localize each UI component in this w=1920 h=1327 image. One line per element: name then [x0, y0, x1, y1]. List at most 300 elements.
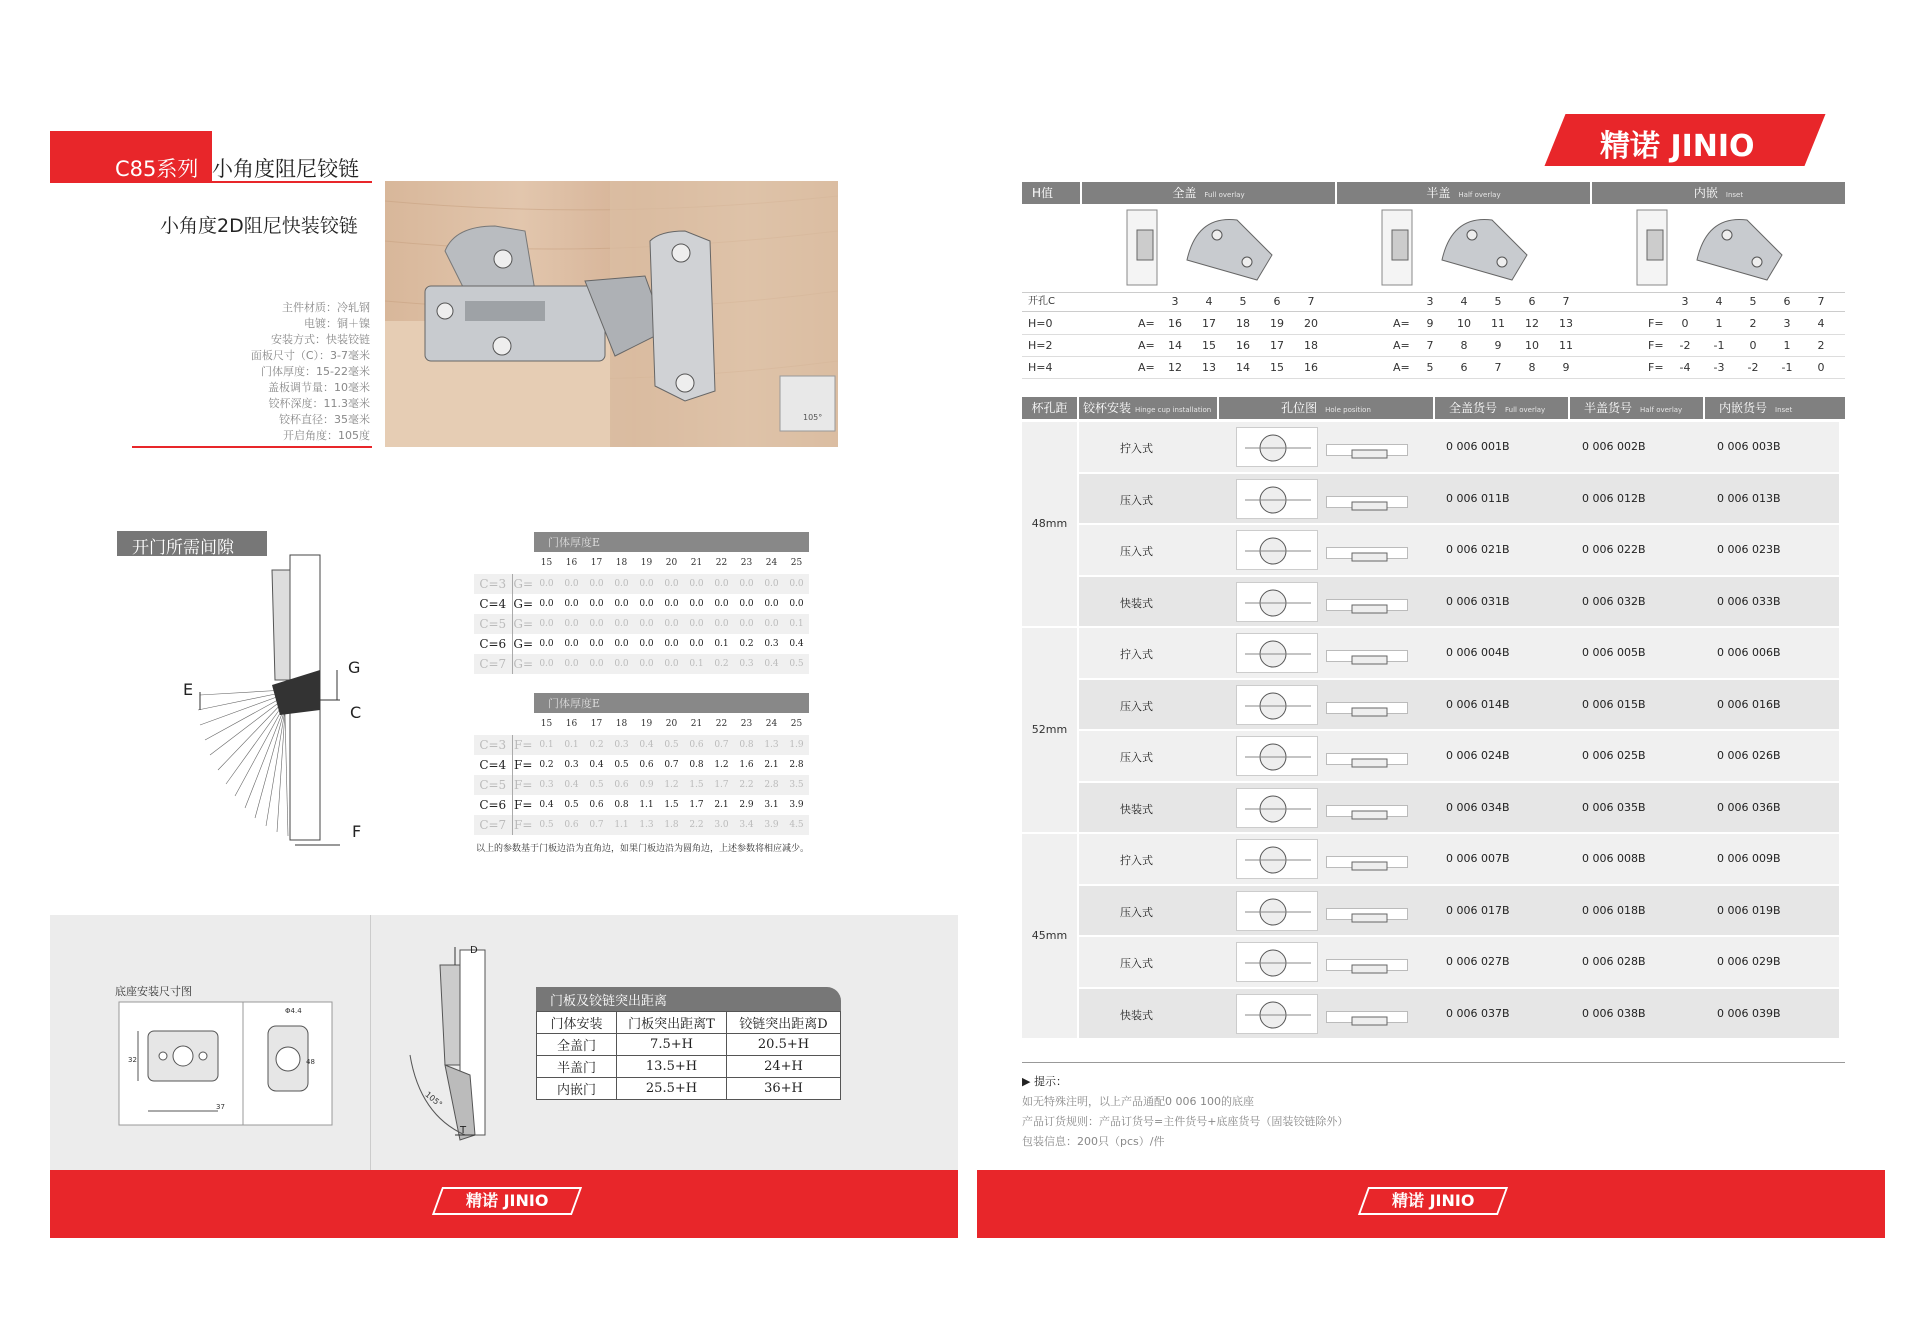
tips-title: ▶ 提示：: [1022, 1075, 1067, 1088]
brand-text: 精诺 JINIO: [1391, 1191, 1475, 1210]
value-cell: 0.0: [634, 634, 659, 654]
protrusion-cell: 24+H: [727, 1056, 841, 1078]
header-cn: 孔位图: [1281, 401, 1318, 415]
value-cell: 0.6: [684, 735, 709, 755]
value-cell: 1.5: [684, 775, 709, 795]
value-cell: 0.0: [559, 594, 584, 614]
value-cell: 0.0: [734, 594, 759, 614]
type-header-inset: [1592, 182, 1845, 204]
value-cell: 0.0: [609, 614, 634, 634]
panel-divider: [370, 915, 371, 1170]
overlay-value: -2: [1679, 339, 1691, 352]
install-type: 拧入式: [1120, 648, 1153, 661]
hole-position-icon: [1236, 633, 1318, 673]
col-header: 21: [684, 552, 709, 574]
value-cell: 0.0: [684, 594, 709, 614]
header-en: Full overlay: [1505, 406, 1546, 414]
depth-icon: [1326, 856, 1408, 868]
overlay-value: 0: [1817, 361, 1825, 374]
value-cell: 0.6: [634, 755, 659, 775]
depth-icon: [1326, 547, 1408, 559]
depth-icon: [1326, 805, 1408, 817]
inset-code: 0 006 023B: [1717, 543, 1781, 556]
base-plate-diagram: [118, 1001, 333, 1126]
overlay-value: 8: [1460, 339, 1468, 352]
c-value: 4: [1205, 295, 1213, 308]
key-label: F=: [1648, 339, 1664, 352]
install-type: 压入式: [1120, 957, 1153, 970]
value-cell: 0.9: [634, 775, 659, 795]
c-value: 4: [1460, 295, 1468, 308]
overlay-value: 17: [1270, 339, 1284, 352]
value-cell: 0.2: [709, 654, 734, 674]
value-cell: 0.3: [559, 755, 584, 775]
value-cell: 2.2: [684, 815, 709, 835]
table-row: [474, 654, 809, 674]
distance-label: 48mm: [1031, 517, 1068, 530]
value-cell: 2.2: [734, 775, 759, 795]
value-cell: 0.0: [584, 574, 609, 594]
value-cell: 0.0: [684, 614, 709, 634]
overlay-value: 17: [1202, 317, 1216, 330]
col-header: 15: [534, 552, 559, 574]
overlay-value: 11: [1559, 339, 1573, 352]
col-header: 15: [534, 713, 559, 735]
key-label: F=: [512, 815, 534, 835]
overlay-value: 12: [1525, 317, 1539, 330]
value-cell: 0.0: [534, 574, 559, 594]
value-cell: 2.8: [784, 755, 809, 775]
value-cell: 0.6: [609, 775, 634, 795]
value-cell: 1.2: [709, 755, 734, 775]
c-value: 6: [1783, 295, 1791, 308]
value-cell: 0.0: [709, 594, 734, 614]
install-type: 压入式: [1120, 751, 1153, 764]
key-label: G=: [512, 574, 534, 594]
key-label: G=: [512, 654, 534, 674]
spec-list: [180, 300, 370, 444]
h-row-label: H=2: [1028, 339, 1053, 352]
inset-code: 0 006 029B: [1717, 955, 1781, 968]
install-type: 拧入式: [1120, 442, 1153, 455]
depth-icon: [1326, 959, 1408, 971]
protrusion-cell: 36+H: [727, 1078, 841, 1100]
hinge-image-area: [1022, 205, 1845, 290]
value-cell: 1.7: [684, 795, 709, 815]
value-cell: 0.2: [534, 755, 559, 775]
protrusion-cell: 13.5+H: [617, 1056, 727, 1078]
key-label: F=: [512, 795, 534, 815]
table-row: [474, 594, 809, 614]
order-header-half: [1570, 397, 1703, 419]
value-cell: 0.0: [609, 574, 634, 594]
type-en: Full overlay: [1204, 191, 1245, 199]
spec-item: 门体厚度：15-22毫米: [261, 365, 370, 378]
value-cell: 0.0: [609, 594, 634, 614]
hole-position-icon: [1236, 530, 1318, 570]
full-overlay-code: 0 006 011B: [1446, 491, 1510, 505]
overlay-value: 13: [1559, 317, 1573, 330]
dim-phi: Φ4.4: [285, 1007, 302, 1015]
value-cell: 0.3: [734, 654, 759, 674]
value-cell: 0.0: [659, 634, 684, 654]
spec-item: 安装方式：快装铰链: [271, 333, 370, 346]
overlay-value: -2: [1747, 361, 1759, 374]
h-row-label: H=4: [1028, 361, 1053, 374]
value-cell: 0.8: [609, 795, 634, 815]
type-header-full: [1082, 182, 1335, 204]
value-cell: 0.0: [559, 634, 584, 654]
value-cell: 0.0: [784, 594, 809, 614]
clearance-title: 开门所需间隙: [132, 538, 234, 558]
key-label: F=: [1648, 317, 1664, 330]
c-value: 6: [1528, 295, 1536, 308]
value-cell: 0.0: [534, 594, 559, 614]
table-note: 以上的参数基于门板边沿为直角边，如果门板边沿为圆角边，上述参数将相应减少。: [476, 844, 810, 854]
overlay-value: 16: [1236, 339, 1250, 352]
value-cell: 0.0: [759, 614, 784, 634]
header-en: Hole position: [1325, 406, 1371, 414]
label-angle: 105°: [423, 1089, 444, 1110]
full-overlay-code: 0 006 014B: [1446, 697, 1510, 711]
spec-rule: [132, 446, 372, 448]
key-label: G=: [512, 634, 534, 654]
install-type: 拧入式: [1120, 854, 1153, 867]
c-label: C=7: [474, 654, 512, 674]
type-cn: 半盖: [1426, 186, 1451, 200]
value-cell: 0.0: [684, 634, 709, 654]
overlay-value: 9: [1494, 339, 1502, 352]
value-cell: 0.4: [634, 735, 659, 755]
overlay-value: 15: [1202, 339, 1216, 352]
install-type: 快装式: [1120, 1008, 1153, 1022]
overlay-value: 4: [1817, 317, 1825, 330]
overlay-value: 11: [1491, 317, 1505, 330]
value-cell: 2.9: [734, 795, 759, 815]
value-cell: 1.5: [659, 795, 684, 815]
full-overlay-code: 0 006 017B: [1446, 903, 1510, 917]
c-value: 6: [1273, 295, 1281, 308]
half-overlay-code: 0 006 002B: [1582, 440, 1646, 453]
value-cell: 0.7: [709, 735, 734, 755]
value-cell: 0.2: [584, 735, 609, 755]
value-cell: 0.5: [559, 795, 584, 815]
protrusion-header: 门体安装: [537, 1012, 617, 1034]
hole-position-icon: [1236, 994, 1318, 1034]
c-value: 5: [1239, 295, 1247, 308]
value-cell: 1.3: [759, 735, 784, 755]
overlay-value: 5: [1426, 361, 1434, 374]
c-label: C=3: [474, 574, 512, 594]
full-overlay-code: 0 006 001B: [1446, 440, 1510, 453]
c-value: 3: [1171, 295, 1179, 308]
value-cell: 1.9: [784, 735, 809, 755]
value-cell: 0.5: [584, 775, 609, 795]
label-d: D: [470, 945, 478, 956]
spec-item: 主件材质：冷轧钢: [282, 301, 370, 314]
hole-position-icon: [1236, 839, 1318, 879]
key-label: A=: [1393, 339, 1410, 352]
overlay-value: 2: [1817, 339, 1825, 352]
header-en: Half overlay: [1640, 406, 1683, 414]
inset-code: 0 006 003B: [1717, 440, 1781, 453]
value-cell: 0.0: [534, 634, 559, 654]
table-row: [474, 795, 809, 815]
col-header: 17: [584, 552, 609, 574]
depth-icon: [1326, 496, 1408, 508]
value-cell: 0.5: [659, 735, 684, 755]
dim-32: 32: [128, 1056, 137, 1064]
value-cell: 0.0: [759, 574, 784, 594]
key-label: F=: [1648, 361, 1664, 374]
col-header: 24: [759, 713, 784, 735]
value-cell: 0.0: [584, 654, 609, 674]
hole-position-icon: [1236, 479, 1318, 519]
header-cn: 铰杯安装: [1083, 401, 1132, 415]
col-header: 20: [659, 552, 684, 574]
protrusion-cell: 25.5+H: [617, 1078, 727, 1100]
col-header: 16: [559, 713, 584, 735]
hole-position-icon: [1236, 891, 1318, 931]
inset-code: 0 006 016B: [1717, 697, 1781, 711]
hole-position-icon: [1236, 736, 1318, 776]
protrusion-header: 门板突出距离T: [617, 1012, 727, 1034]
c-label: C=4: [474, 594, 512, 614]
value-cell: 0.5: [609, 755, 634, 775]
series-label: C85系列: [115, 157, 199, 181]
c-value: 3: [1426, 295, 1434, 308]
value-cell: 3.5: [784, 775, 809, 795]
value-cell: 0.0: [584, 594, 609, 614]
c-label: C=3: [474, 735, 512, 755]
protrusion-cell: 20.5+H: [727, 1034, 841, 1056]
hole-position-icon: [1236, 788, 1318, 828]
spec-item: 铰杯直径：35毫米: [279, 413, 370, 426]
overlay-value: 9: [1426, 317, 1434, 330]
c-label: C=6: [474, 795, 512, 815]
product-photo: [385, 181, 838, 447]
value-cell: 0.0: [634, 654, 659, 674]
value-cell: 0.1: [784, 614, 809, 634]
overlay-value: 14: [1168, 339, 1182, 352]
col-header: 19: [634, 713, 659, 735]
half-overlay-code: 0 006 028B: [1582, 955, 1646, 968]
value-cell: 0.0: [709, 574, 734, 594]
install-type: 压入式: [1120, 905, 1153, 919]
install-type: 压入式: [1120, 699, 1153, 713]
protrusion-cell: 内嵌门: [537, 1078, 617, 1100]
order-header-inset: [1705, 397, 1845, 419]
full-overlay-code: 0 006 037B: [1446, 1006, 1510, 1020]
value-cell: 0.0: [734, 574, 759, 594]
install-type: 压入式: [1120, 493, 1153, 507]
type-en: Half overlay: [1458, 191, 1501, 199]
value-cell: 0.5: [784, 654, 809, 674]
install-type: 快装式: [1120, 596, 1153, 610]
value-cell: 0.0: [534, 614, 559, 634]
key-label: G=: [512, 614, 534, 634]
grid-rule: [1022, 334, 1845, 335]
key-label: A=: [1138, 317, 1155, 330]
table-row: [474, 634, 809, 654]
overlay-value: 18: [1236, 317, 1250, 330]
value-cell: 3.4: [734, 815, 759, 835]
header-cn: 全盖货号: [1449, 401, 1498, 415]
overlay-value: 20: [1304, 317, 1318, 330]
hole-position-icon: [1236, 942, 1318, 982]
full-overlay-code: 0 006 027B: [1446, 955, 1510, 968]
value-cell: 0.1: [559, 735, 584, 755]
value-cell: 3.0: [709, 815, 734, 835]
c-value: 7: [1307, 295, 1315, 308]
inset-code: 0 006 036B: [1717, 800, 1781, 814]
value-cell: 1.1: [634, 795, 659, 815]
label-c: C: [350, 703, 362, 722]
spec-item: 开启角度：105度: [283, 429, 370, 442]
key-label: G=: [512, 594, 534, 614]
inset-code: 0 006 019B: [1717, 903, 1781, 917]
value-cell: 0.0: [584, 614, 609, 634]
value-cell: 0.4: [584, 755, 609, 775]
value-cell: 0.0: [634, 574, 659, 594]
c-value: 7: [1817, 295, 1825, 308]
header-en: Inset: [1775, 406, 1793, 414]
value-cell: 0.0: [559, 614, 584, 634]
hole-position-icon: [1236, 582, 1318, 622]
c-value: 5: [1494, 295, 1502, 308]
overlay-value: 10: [1457, 317, 1471, 330]
col-header: 21: [684, 713, 709, 735]
value-cell: 2.1: [709, 795, 734, 815]
value-cell: 0.4: [784, 634, 809, 654]
value-cell: 1.6: [734, 755, 759, 775]
col-header: 22: [709, 713, 734, 735]
header-cn: 半盖货号: [1584, 401, 1633, 415]
inset-code: 0 006 013B: [1717, 491, 1781, 505]
overlay-value: 19: [1270, 317, 1284, 330]
inset-code: 0 006 006B: [1717, 646, 1781, 659]
depth-icon: [1326, 753, 1408, 765]
full-overlay-code: 0 006 004B: [1446, 646, 1510, 659]
table-row: [474, 815, 809, 835]
table-f-header: 门体厚度E: [534, 693, 809, 713]
half-overlay-code: 0 006 015B: [1582, 697, 1646, 711]
value-cell: 0.1: [709, 634, 734, 654]
distance-label: 52mm: [1031, 723, 1068, 736]
depth-icon: [1326, 908, 1408, 920]
overlay-value: -4: [1679, 361, 1691, 374]
order-header-dist: [1022, 397, 1077, 419]
c-value: 3: [1681, 295, 1689, 308]
spec-item: 电镀：铜＋镍: [304, 317, 370, 330]
key-label: F=: [512, 735, 534, 755]
h-header: [1022, 182, 1080, 204]
half-overlay-code: 0 006 022B: [1582, 543, 1646, 556]
value-cell: 0.0: [659, 594, 684, 614]
c-label: C=5: [474, 614, 512, 634]
c-value: 7: [1562, 295, 1570, 308]
value-cell: 0.6: [559, 815, 584, 835]
value-cell: 0.4: [534, 795, 559, 815]
protrusion-cell: 全盖门: [537, 1034, 617, 1056]
tip-line: 产品订货规则：产品订货号=主件货号+底座货号（固装铰链除外）: [1022, 1115, 1349, 1128]
grid-rule: [1022, 378, 1845, 379]
inset-code: 0 006 039B: [1717, 1006, 1781, 1020]
overlay-value: -1: [1713, 339, 1725, 352]
depth-icon: [1326, 650, 1408, 662]
col-header: 24: [759, 552, 784, 574]
page-subtitle: 小角度2D阻尼快装铰链: [160, 215, 358, 237]
depth-icon: [1326, 599, 1408, 611]
value-cell: 0.0: [609, 634, 634, 654]
hole-label: 开孔C: [1028, 296, 1055, 307]
overlay-value: 9: [1562, 361, 1570, 374]
overlay-value: 10: [1525, 339, 1539, 352]
half-overlay-code: 0 006 008B: [1582, 852, 1646, 865]
overlay-value: 16: [1168, 317, 1182, 330]
photo-inset-angle: 105°: [803, 413, 823, 422]
col-header: 20: [659, 713, 684, 735]
value-cell: 0.3: [759, 634, 784, 654]
overlay-value: 14: [1236, 361, 1250, 374]
c-value: 5: [1749, 295, 1757, 308]
value-cell: 1.7: [709, 775, 734, 795]
tip-line: 如无特殊注明，以上产品通配0 006 100的底座: [1022, 1095, 1254, 1108]
clearance-diagram: [180, 550, 380, 850]
half-overlay-code: 0 006 012B: [1582, 491, 1646, 505]
value-cell: 0.0: [559, 654, 584, 674]
value-cell: 0.0: [684, 574, 709, 594]
value-cell: 0.7: [584, 815, 609, 835]
full-overlay-code: 0 006 034B: [1446, 800, 1510, 814]
header-cn: 内嵌货号: [1719, 401, 1768, 415]
value-cell: 3.9: [784, 795, 809, 815]
spec-item: 盖板调节量：10毫米: [268, 381, 370, 394]
key-label: A=: [1393, 361, 1410, 374]
overlay-value: 0: [1749, 339, 1757, 352]
col-header: 18: [609, 552, 634, 574]
value-cell: 0.0: [784, 574, 809, 594]
half-overlay-code: 0 006 032B: [1582, 594, 1646, 608]
full-overlay-code: 0 006 024B: [1446, 749, 1510, 762]
c-label: C=5: [474, 775, 512, 795]
overlay-value: 18: [1304, 339, 1318, 352]
overlay-value: 1: [1783, 339, 1791, 352]
right-footer-logo: [1358, 1187, 1508, 1215]
overlay-value: -3: [1713, 361, 1725, 374]
full-overlay-code: 0 006 007B: [1446, 852, 1510, 865]
overlay-value: 16: [1304, 361, 1318, 374]
protrusion-cell: 7.5+H: [617, 1034, 727, 1056]
type-cn: 全盖: [1172, 186, 1197, 200]
col-header: 25: [784, 552, 809, 574]
overlay-value: 7: [1426, 339, 1434, 352]
key-label: F=: [512, 775, 534, 795]
label-g: G: [348, 658, 361, 677]
value-cell: 2.1: [759, 755, 784, 775]
clearance-g-table: [474, 532, 809, 674]
dim-48: 48: [306, 1058, 315, 1066]
value-cell: 0.5: [534, 815, 559, 835]
type-header-half: [1337, 182, 1590, 204]
h-row-label: H=0: [1028, 317, 1053, 330]
value-cell: 1.8: [659, 815, 684, 835]
value-cell: 0.0: [634, 594, 659, 614]
order-header-hole: [1219, 397, 1433, 419]
c-label: C=6: [474, 634, 512, 654]
full-overlay-code: 0 006 021B: [1446, 543, 1510, 556]
dim-37: 37: [216, 1103, 225, 1111]
